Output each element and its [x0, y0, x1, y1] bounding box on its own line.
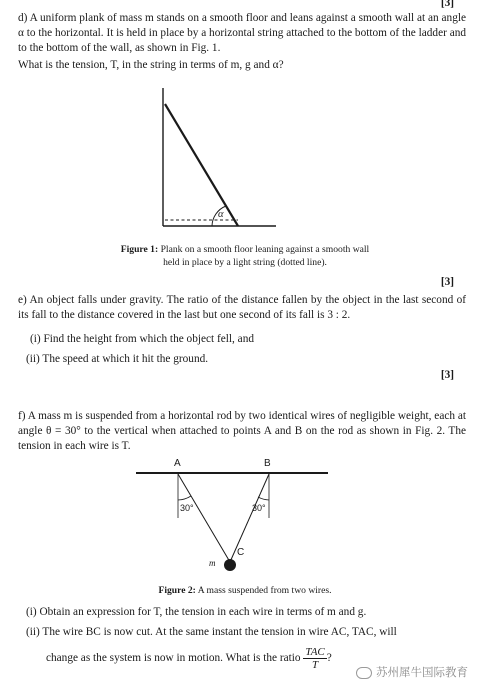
question-e-part-ii: (ii) The speed at which it hit the ground. — [26, 353, 209, 365]
wire-bc — [230, 474, 269, 562]
mass-ball — [224, 559, 236, 571]
question-f-part-ii-line2-row — [46, 646, 332, 671]
figure-2-caption-text: A mass suspended from two wires. — [197, 585, 332, 596]
angle-label-right: 30° — [252, 503, 266, 513]
question-e-part-i: (i) Find the height from which the object fell, and — [30, 333, 254, 345]
ratio-numerator: TAC — [305, 646, 325, 658]
angle-alpha-label: α — [218, 209, 224, 220]
question-d-text: d) A uniform plank of mass m stands on a smooth floor and leans against a smooth wall at an angle α to the horizontal. It is held in place by a horizontal string attached to the bottom of the ladder and to the bottom of the wall, as shown in Fig. 1. — [18, 12, 466, 54]
question-f-text: f) A mass m is suspended from a horizontal rod by two identical wires of negligible weight, each at angle θ = 30° to the vertical when attached to points A and B on the rod as shown in Fig. 2. The tension in each wire is T. — [18, 410, 466, 452]
marks-after-e: [3] — [440, 369, 454, 381]
angle-arc-left — [178, 496, 191, 500]
marks-top: [3] — [440, 0, 454, 9]
wechat-icon — [356, 667, 372, 679]
figure-1-caption-line1: Plank on a smooth floor leaning against a smooth wall — [160, 244, 370, 255]
figure-2-caption-label: Figure 2: — [158, 585, 196, 596]
figure-1-caption-label: Figure 1: — [120, 244, 159, 255]
marks-after-d: [3] — [440, 276, 454, 288]
question-e-text: e) An object falls under gravity. The ratio of the distance fallen by the object in the last second of its fall to the distance covered in the last but one second of its fall is 3 : 2. — [18, 294, 466, 321]
ratio-denominator: T — [312, 659, 319, 671]
figure-2-caption — [60, 584, 430, 597]
angle-arc-right — [258, 497, 269, 500]
figure-1-caption-line2: held in place by a light string (dotted line). — [163, 257, 327, 268]
angle-label-left: 30° — [180, 503, 194, 513]
watermark-text: 苏州犀牛国际教育 — [376, 665, 468, 679]
label-c: C — [237, 547, 245, 558]
question-f-part-ii-line1: (ii) The wire BC is now cut. At the same instant the tension in wire AC, TAC, will — [26, 626, 397, 638]
label-b: B — [264, 458, 271, 469]
ratio-question-mark: ? — [326, 652, 332, 665]
label-a: A — [174, 458, 181, 469]
watermark — [356, 664, 468, 680]
figure-1-caption — [60, 243, 430, 269]
question-f-part-i: (i) Obtain an expression for T, the tension in each wire in terms of m and g. — [26, 606, 367, 618]
ratio-fraction — [303, 646, 326, 671]
question-f-part-ii-line2: change as the system is now in motion. What is the ratio — [46, 652, 301, 665]
plank-line — [165, 104, 238, 226]
question-d-question: What is the tension, T, in the string in terms of m, g and α? — [18, 59, 284, 71]
label-m: m — [209, 558, 216, 568]
wire-ac — [178, 474, 230, 562]
